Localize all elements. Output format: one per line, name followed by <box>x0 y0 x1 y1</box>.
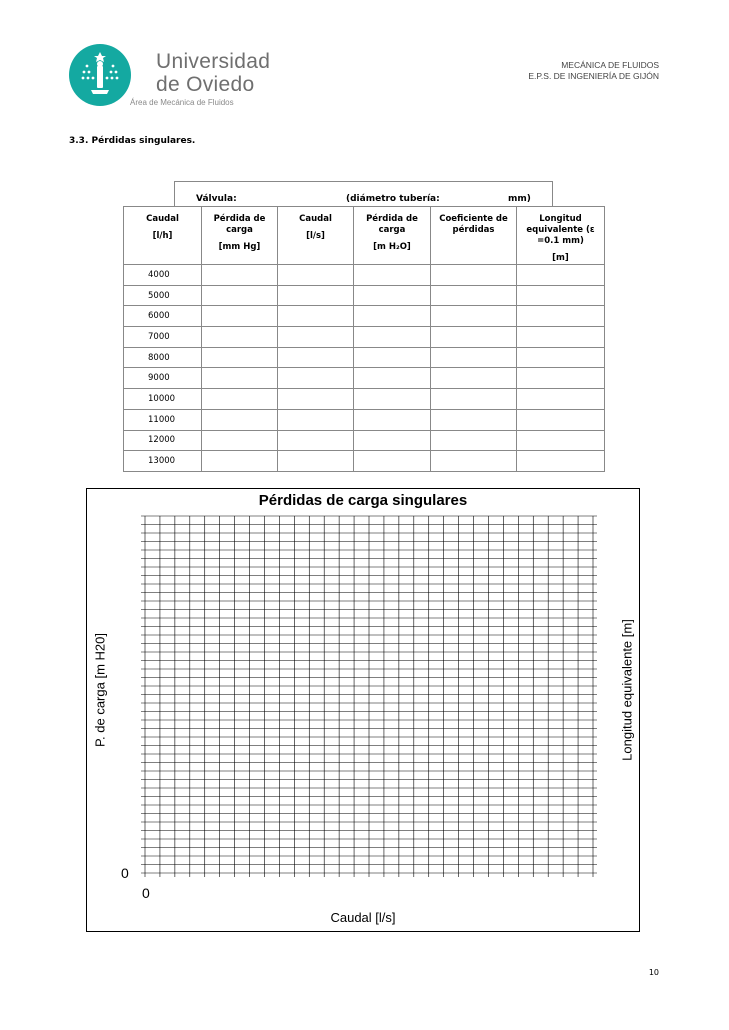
diameter-label: (diámetro tubería: <box>346 194 440 204</box>
section-title: 3.3. Pérdidas singulares. <box>69 136 196 146</box>
caudal-value: 6000 <box>124 306 202 327</box>
x-axis-label: Caudal [l/s] <box>330 910 396 925</box>
header-caudal-ls: Caudal [l/s] <box>278 207 354 265</box>
x-tick-label: 0 <box>142 885 150 901</box>
caudal-value: 9000 <box>124 368 202 389</box>
caudal-value: 8000 <box>124 347 202 368</box>
area-name: Área de Mecánica de Fluidos <box>130 98 234 107</box>
header-coeficiente: Coeficiente de pérdidas <box>431 207 517 265</box>
caudal-value: 10000 <box>124 389 202 410</box>
school-name: E.P.S. DE INGENIERÍA DE GIJÓN <box>528 71 659 81</box>
caudal-value: 11000 <box>124 409 202 430</box>
chart-title: Pérdidas de carga singulares <box>258 492 468 509</box>
y-tick-label: 0 <box>121 865 129 881</box>
header-longitud: Longitud equivalente (ε =0.1 mm) [m] <box>517 207 605 265</box>
caudal-value: 4000 <box>124 265 202 286</box>
university-name: Universidad de Oviedo <box>156 50 271 96</box>
header-perdida-mmhg: Pérdida de carga [mm Hg] <box>202 207 278 265</box>
course-name: MECÁNICA DE FLUIDOS <box>561 60 659 70</box>
y-axis-label-right: Longitud equivalente [m] <box>619 619 635 761</box>
diameter-unit: mm) <box>508 194 531 204</box>
caudal-value: 12000 <box>124 430 202 451</box>
caudal-value: 7000 <box>124 327 202 348</box>
caudal-value: 13000 <box>124 451 202 472</box>
header-perdida-mh2o: Pérdida de carga [m H₂O] <box>354 207 431 265</box>
caudal-value: 5000 <box>124 285 202 306</box>
valve-label: Válvula: <box>196 194 237 204</box>
page-number: 10 <box>648 968 659 977</box>
header-caudal-lh: Caudal [l/h] <box>124 207 202 265</box>
y-axis-label-left: P. de carga [m H20] <box>92 633 108 747</box>
